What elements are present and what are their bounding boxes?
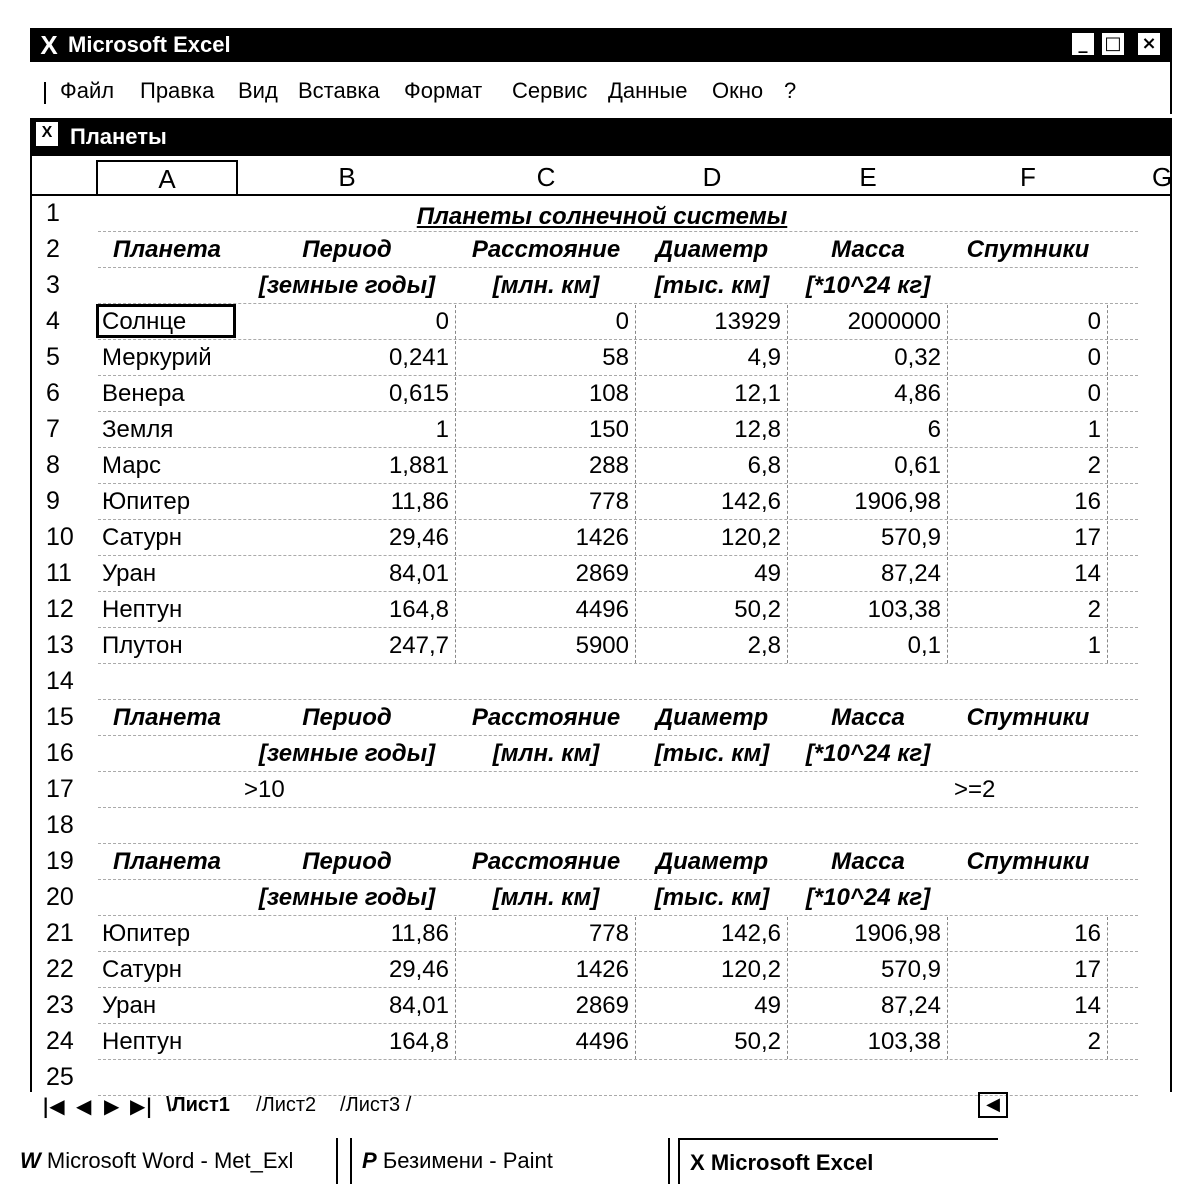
cell[interactable]: 5900 [456, 629, 636, 663]
cell[interactable]: 103,38 [788, 1025, 948, 1059]
cell[interactable]: 84,01 [238, 557, 456, 591]
document-title-bar [30, 118, 1172, 156]
cell[interactable]: 12,8 [636, 413, 788, 447]
row-gridline [98, 303, 1138, 304]
cell[interactable]: [млн. км] [492, 740, 600, 767]
cell[interactable]: 4,9 [636, 341, 788, 375]
cell[interactable]: Уран [102, 992, 157, 1019]
row-header[interactable]: 23 [46, 991, 74, 1019]
cell[interactable]: 87,24 [788, 557, 948, 591]
cell[interactable]: [тыс. км] [654, 740, 770, 767]
cell[interactable]: Диаметр [655, 236, 769, 263]
sheet-tab-3-label: Лист3 [345, 1094, 401, 1116]
cell[interactable]: [земные годы] [258, 884, 436, 911]
cell[interactable]: [тыс. км] [654, 272, 770, 299]
column-header-c[interactable]: C [536, 162, 556, 192]
cell[interactable]: 0,61 [788, 449, 948, 483]
row-header[interactable]: 17 [46, 775, 74, 803]
row-header[interactable]: 8 [46, 451, 60, 479]
cell[interactable]: >=2 [954, 776, 996, 803]
cell[interactable]: [*10^24 кг] [805, 740, 931, 767]
cell[interactable]: 108 [456, 377, 636, 411]
cell[interactable]: 6 [788, 413, 948, 447]
cell[interactable]: 150 [456, 413, 636, 447]
cell[interactable]: 2869 [456, 557, 636, 591]
row-gridline [98, 591, 1138, 592]
column-header-b[interactable]: B [338, 162, 356, 192]
column-header-a[interactable]: A [96, 160, 238, 194]
cell[interactable]: Сатурн [102, 524, 183, 551]
cell[interactable]: Период [302, 704, 392, 731]
cell[interactable]: Нептун [102, 596, 183, 623]
taskbar [0, 1130, 1190, 1190]
cell[interactable] [948, 737, 1108, 771]
scroll-left-icon[interactable]: ◀ [978, 1092, 1008, 1118]
cell[interactable]: 17 [948, 953, 1108, 987]
cell[interactable] [96, 269, 238, 303]
row-header[interactable]: 4 [46, 307, 60, 335]
cell[interactable]: Сатурн [102, 956, 183, 983]
cell[interactable]: Венера [102, 380, 185, 407]
cell[interactable]: 4496 [456, 593, 636, 627]
cell[interactable]: 4496 [456, 1025, 636, 1059]
cell[interactable]: 4,86 [788, 377, 948, 411]
cell[interactable]: 1,881 [238, 449, 456, 483]
cell[interactable]: [земные годы] [258, 272, 436, 299]
cell[interactable]: Спутники [966, 704, 1090, 731]
row-header[interactable]: 18 [46, 811, 74, 839]
row-header[interactable]: 21 [46, 919, 74, 947]
row-header[interactable]: 15 [46, 703, 74, 731]
row-gridline [98, 987, 1138, 988]
excel-x-icon: X [40, 30, 58, 60]
row-gridline [98, 519, 1138, 520]
taskbar-word-button[interactable] [20, 1138, 338, 1184]
row-header[interactable]: 12 [46, 595, 74, 623]
cell[interactable]: 0 [948, 377, 1108, 411]
cell[interactable]: 87,24 [788, 989, 948, 1023]
row-header[interactable]: 14 [46, 667, 74, 695]
row-gridline [98, 735, 1138, 736]
cell[interactable]: 120,2 [636, 521, 788, 555]
cell[interactable]: 13929 [636, 305, 788, 339]
document-title: Планеты [70, 124, 167, 149]
cell[interactable]: 12,1 [636, 377, 788, 411]
row-header[interactable]: 3 [46, 271, 60, 299]
row-gridline [98, 627, 1138, 628]
cell[interactable]: 570,9 [788, 953, 948, 987]
sheet-tab-3[interactable]: /Лист3 / [340, 1094, 412, 1116]
cell[interactable]: Плутон [102, 632, 183, 659]
menu-file[interactable]: Файл [60, 78, 115, 103]
worksheet[interactable] [30, 156, 1172, 1092]
taskbar-excel-label: Microsoft Excel [710, 1150, 874, 1175]
cell[interactable]: 0 [948, 305, 1108, 339]
cell[interactable]: Нептун [102, 1028, 183, 1055]
cell[interactable]: 16 [948, 485, 1108, 519]
cell[interactable]: Спутники [966, 236, 1090, 263]
cell[interactable]: 2000000 [788, 305, 948, 339]
cell[interactable]: [млн. км] [492, 272, 600, 299]
cell[interactable]: [тыс. км] [654, 884, 770, 911]
row-gridline [98, 1059, 1138, 1060]
cell[interactable]: 2 [948, 1025, 1108, 1059]
cell[interactable]: Юпитер [102, 488, 191, 515]
sheet-tab-2-label: Лист2 [261, 1094, 317, 1116]
cell[interactable]: Уран [102, 560, 157, 587]
cell[interactable]: Меркурий [102, 344, 212, 371]
cell[interactable]: 0 [238, 305, 456, 339]
cell[interactable]: 0,615 [238, 377, 456, 411]
sheet-tab-1[interactable]: \Лист1 [166, 1094, 230, 1116]
cell[interactable]: Земля [102, 416, 174, 443]
column-header-divider [32, 194, 1172, 196]
menu-format[interactable]: Формат [404, 78, 483, 103]
cell[interactable]: Юпитер [102, 920, 191, 947]
cell[interactable] [948, 881, 1108, 915]
paint-icon: P [362, 1148, 377, 1173]
cell[interactable]: 1 [948, 413, 1108, 447]
cell[interactable]: Планета [112, 236, 222, 263]
row-gridline [98, 951, 1138, 952]
row-gridline [98, 555, 1138, 556]
cell[interactable] [456, 773, 636, 807]
cell[interactable]: 570,9 [788, 521, 948, 555]
row-gridline [98, 375, 1138, 376]
column-header-e[interactable]: E [859, 162, 877, 192]
close-button[interactable]: × [1136, 31, 1162, 57]
row-header[interactable]: 19 [46, 847, 74, 875]
cell[interactable]: 2 [948, 593, 1108, 627]
first-sheet-icon[interactable]: |◀ [42, 1094, 65, 1118]
cell[interactable]: 1 [948, 629, 1108, 663]
cell[interactable]: 50,2 [636, 1025, 788, 1059]
cell[interactable]: Марс [102, 452, 161, 479]
cell[interactable]: Планета [112, 704, 222, 731]
row-header[interactable]: 1 [46, 199, 60, 227]
row-gridline [98, 915, 1138, 916]
cell[interactable]: 247,7 [238, 629, 456, 663]
menu-tools[interactable]: Сервис [512, 78, 588, 103]
menu-window[interactable]: Окно [712, 78, 764, 103]
cell[interactable] [788, 773, 948, 807]
cell[interactable]: 17 [948, 521, 1108, 555]
cell[interactable]: 1906,98 [788, 917, 948, 951]
cell[interactable]: 1906,98 [788, 485, 948, 519]
cell[interactable]: 0,1 [788, 629, 948, 663]
cell[interactable]: 778 [456, 917, 636, 951]
cell[interactable]: Масса [831, 848, 905, 875]
row-header[interactable]: 22 [46, 955, 74, 983]
cell[interactable]: 1 [238, 413, 456, 447]
cell[interactable]: Солнце [102, 308, 187, 335]
cell[interactable]: Масса [831, 704, 905, 731]
row-gridline [98, 447, 1138, 448]
taskbar-paint-label: Безимени - Paint [382, 1148, 553, 1173]
cell[interactable]: 103,38 [788, 593, 948, 627]
sheet-tab-bar [30, 1088, 1172, 1122]
taskbar-excel-button[interactable] [678, 1138, 998, 1184]
window-title: Microsoft Excel [68, 32, 231, 57]
cell[interactable]: 16 [948, 917, 1108, 951]
row-gridline [98, 1023, 1138, 1024]
title-bar [30, 28, 1172, 62]
menu-data[interactable]: Данные [608, 78, 688, 103]
row-gridline [98, 843, 1138, 844]
row-header[interactable]: 16 [46, 739, 74, 767]
menu-help[interactable]: ? [784, 78, 797, 103]
cell[interactable]: 84,01 [238, 989, 456, 1023]
workbook-icon[interactable]: X [36, 122, 58, 146]
cell[interactable]: [*10^24 кг] [805, 884, 931, 911]
cell[interactable]: 1426 [456, 953, 636, 987]
column-header-f[interactable]: F [1020, 162, 1036, 192]
cell[interactable]: 0,32 [788, 341, 948, 375]
cell[interactable]: 164,8 [238, 1025, 456, 1059]
cell[interactable]: Диаметр [655, 848, 769, 875]
cell[interactable]: 2,8 [636, 629, 788, 663]
cell[interactable]: Расстояние [471, 704, 621, 731]
cell[interactable]: 29,46 [238, 953, 456, 987]
row-header[interactable]: 25 [46, 1063, 74, 1091]
cell[interactable]: 288 [456, 449, 636, 483]
cell[interactable]: 49 [636, 557, 788, 591]
cell[interactable]: Расстояние [471, 848, 621, 875]
excel-x-icon: X [690, 1150, 705, 1175]
cell[interactable]: 11,86 [238, 485, 456, 519]
row-gridline [98, 663, 1138, 664]
cell[interactable]: 49 [636, 989, 788, 1023]
row-gridline [98, 879, 1138, 880]
cell[interactable]: >10 [244, 776, 285, 803]
row-header[interactable]: 6 [46, 379, 60, 407]
cell[interactable]: 11,86 [238, 917, 456, 951]
column-header-g[interactable]: G [1152, 162, 1173, 192]
cell[interactable]: Планета [112, 848, 222, 875]
cell[interactable]: 14 [948, 989, 1108, 1023]
cell[interactable] [96, 773, 238, 807]
cell[interactable]: 58 [456, 341, 636, 375]
cell[interactable]: [*10^24 кг] [805, 272, 931, 299]
cell[interactable]: 164,8 [238, 593, 456, 627]
row-header[interactable]: 2 [46, 235, 60, 263]
cell[interactable]: [земные годы] [258, 740, 436, 767]
cell[interactable]: 0 [948, 341, 1108, 375]
row-header[interactable]: 11 [46, 559, 72, 587]
cell[interactable]: 2869 [456, 989, 636, 1023]
sheet-tab-1-label: Лист1 [171, 1094, 230, 1116]
cell[interactable]: 120,2 [636, 953, 788, 987]
column-header-d[interactable]: D [702, 162, 722, 192]
cell[interactable]: 0,241 [238, 341, 456, 375]
cell[interactable]: 778 [456, 485, 636, 519]
row-header[interactable]: 20 [46, 883, 74, 911]
row-gridline [98, 267, 1138, 268]
cell[interactable]: Период [302, 848, 392, 875]
row-gridline [98, 339, 1138, 340]
cell[interactable] [96, 737, 238, 771]
cell[interactable]: [млн. км] [492, 884, 600, 911]
row-gridline [98, 771, 1138, 772]
word-icon: W [20, 1148, 41, 1173]
cell[interactable]: Расстояние [471, 236, 621, 263]
taskbar-word-label: Microsoft Word - Met_Exl [46, 1148, 294, 1173]
row-header[interactable]: 7 [46, 415, 60, 443]
cell[interactable]: 50,2 [636, 593, 788, 627]
menu-view[interactable]: Вид [238, 78, 278, 103]
active-cell-cursor [96, 304, 236, 338]
row-header[interactable]: 10 [46, 523, 74, 551]
cell[interactable]: Период [302, 236, 392, 263]
cell[interactable] [636, 773, 788, 807]
cell[interactable]: 2 [948, 449, 1108, 483]
prev-sheet-icon[interactable]: ◀ [76, 1094, 92, 1118]
menu-edit[interactable]: Правка [140, 78, 215, 103]
sheet-title[interactable]: Планеты солнечной системы [416, 203, 788, 230]
cell[interactable]: 142,6 [636, 917, 788, 951]
sheet-tab-2[interactable]: /Лист2 [256, 1094, 317, 1116]
row-gridline [98, 807, 1138, 808]
minimize-button[interactable]: _ [1070, 31, 1096, 57]
cell[interactable]: 142,6 [636, 485, 788, 519]
row-gridline [98, 699, 1138, 700]
cell[interactable]: Масса [831, 236, 905, 263]
cell[interactable] [96, 881, 238, 915]
taskbar-paint-button[interactable] [350, 1138, 670, 1184]
cell[interactable]: 14 [948, 557, 1108, 591]
menu-bar [30, 62, 1172, 114]
cell[interactable]: 6,8 [636, 449, 788, 483]
cell[interactable] [948, 269, 1108, 303]
maximize-button[interactable]: □ [1100, 31, 1126, 57]
menu-grip [44, 82, 46, 104]
row-header[interactable]: 13 [46, 631, 74, 659]
last-sheet-icon[interactable]: ▶| [130, 1094, 153, 1118]
row-gridline [98, 483, 1138, 484]
cell[interactable]: 0 [456, 305, 636, 339]
row-header[interactable]: 24 [46, 1027, 74, 1055]
cell[interactable]: Диаметр [655, 704, 769, 731]
row-gridline [98, 411, 1138, 412]
cell[interactable]: 1426 [456, 521, 636, 555]
menu-insert[interactable]: Вставка [298, 78, 380, 103]
row-header[interactable]: 5 [46, 343, 60, 371]
cell[interactable]: 29,46 [238, 521, 456, 555]
cell[interactable]: Спутники [966, 848, 1090, 875]
row-header[interactable]: 9 [46, 487, 60, 515]
next-sheet-icon[interactable]: ▶ [104, 1094, 120, 1118]
